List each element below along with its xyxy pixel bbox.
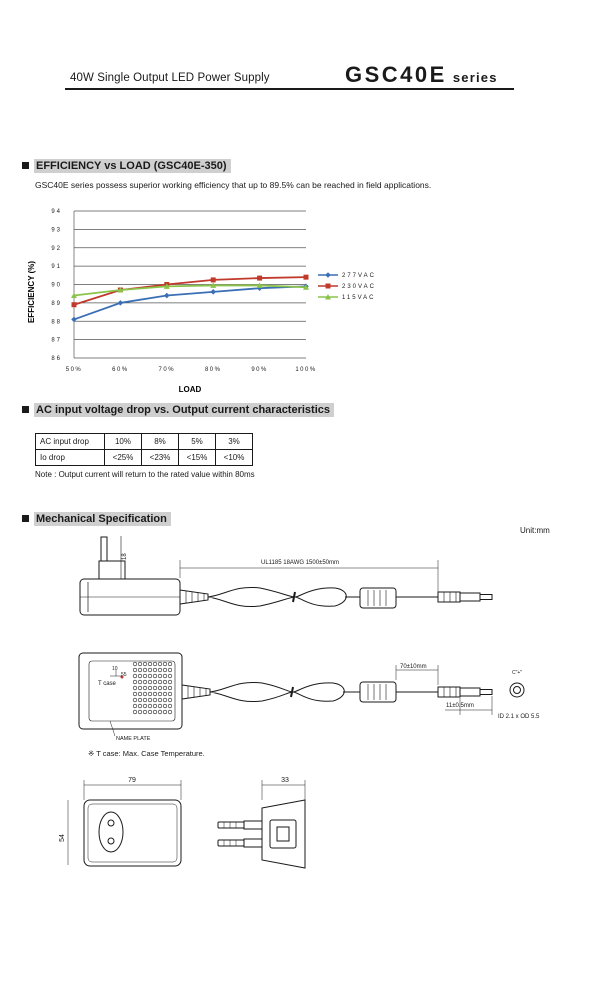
vent-hole [133, 686, 137, 690]
series-lines [71, 275, 309, 323]
data-point [304, 275, 309, 280]
vent-hole [148, 680, 152, 684]
table-cell: 3% [216, 434, 253, 450]
ac-drop-table [35, 433, 253, 466]
mechanical-drawing [0, 530, 600, 970]
legend-label: 230VAC [342, 284, 376, 290]
dim-11-label: 11±0.5mm [446, 703, 474, 709]
vent-hole [143, 704, 147, 708]
vent-hole [163, 674, 167, 678]
dim-plug-height: 18 [122, 553, 128, 560]
ferrite-core [360, 682, 396, 702]
name-plate-area [89, 661, 175, 721]
vent-hole [158, 680, 162, 684]
table-cell: <23% [142, 450, 179, 466]
side-view [80, 536, 492, 615]
adapter-side-depth [262, 800, 305, 868]
plug-collar [244, 839, 262, 847]
vent-hole [148, 668, 152, 672]
header-rule [65, 88, 514, 90]
y-tick-label: 87 [51, 337, 62, 344]
cable-loop [208, 587, 346, 606]
vent-hole [153, 668, 157, 672]
vent-hole [168, 710, 172, 714]
side-recess-inner [277, 827, 289, 841]
vent-hole [133, 674, 137, 678]
vent-hole [158, 686, 162, 690]
plug-face-view [59, 777, 181, 866]
vent-hole [153, 710, 157, 714]
cable-loop [210, 682, 344, 701]
vent-hole [148, 662, 152, 666]
connector-end-inner [514, 687, 521, 694]
table-cell: 5% [179, 434, 216, 450]
y-tick-label: 88 [51, 319, 62, 326]
vent-hole [143, 698, 147, 702]
dc-plug-ribs [444, 592, 456, 602]
mechanical-heading: Mechanical Specification [22, 512, 177, 526]
x-tick-label: 90% [251, 367, 268, 373]
vent-hole [158, 704, 162, 708]
side-recess [270, 820, 296, 848]
vent-hole [168, 686, 172, 690]
table-cell: <10% [216, 450, 253, 466]
x-tick-label: 70% [158, 367, 176, 373]
cable-length-label: UL1185 18AWG 1500±50mm [261, 560, 339, 566]
vent-hole [138, 692, 142, 696]
y-tick-label: 92 [51, 245, 62, 252]
table-row [36, 450, 253, 466]
table-cell: 10% [105, 434, 142, 450]
vent-hole [143, 692, 147, 696]
y-tick-label: 90 [51, 282, 62, 289]
y-tick-label: 91 [51, 264, 62, 271]
series-word: series [452, 70, 498, 85]
vent-hole [148, 686, 152, 690]
connector-size-label: ID 2.1 x OD 5.5 [498, 714, 540, 720]
data-point [72, 302, 77, 307]
x-tick-labels [66, 367, 317, 373]
efficiency-heading: EFFICIENCY vs LOAD (GSC40E-350) [22, 159, 237, 173]
x-tick-label: 100% [295, 367, 317, 373]
depth-view [218, 777, 305, 868]
product-title: 40W Single Output LED Power Supply [70, 72, 270, 84]
legend-marker [326, 284, 331, 289]
vent-hole [153, 680, 157, 684]
vent-grid [133, 662, 172, 714]
cable-tie [293, 592, 295, 602]
vent-hole [163, 668, 167, 672]
vent-hole [138, 704, 142, 708]
vent-hole [138, 710, 142, 714]
vent-hole [153, 692, 157, 696]
vent-hole [163, 704, 167, 708]
table-row [36, 434, 253, 450]
vent-hole [168, 680, 172, 684]
legend-label: 277VAC [342, 273, 376, 279]
dc-plug-boot [438, 592, 460, 602]
y-tick-labels [51, 209, 62, 362]
vent-hole [163, 710, 167, 714]
front-view [79, 653, 540, 742]
dim-79: 79 [128, 777, 136, 784]
vent-hole [138, 698, 142, 702]
y-tick-label: 93 [51, 227, 62, 234]
row-label: AC input drop [36, 434, 105, 450]
heading-square-icon [22, 406, 29, 413]
x-tick-label: 80% [204, 367, 222, 373]
vent-hole [148, 674, 152, 678]
y-axis-label: EFFICIENCY (%) [27, 260, 36, 324]
vent-hole [143, 674, 147, 678]
vent-hole [133, 680, 137, 684]
socket-pin-hole [108, 838, 114, 844]
model-title [345, 62, 498, 88]
vent-hole [158, 668, 162, 672]
vent-hole [143, 680, 147, 684]
tc-dim-10: 10 [112, 666, 118, 672]
model-name: GSC40E [345, 62, 447, 87]
dc-plug-boot [438, 687, 460, 697]
ac-drop-heading: AC input voltage drop vs. Output current characteristics [22, 403, 340, 417]
vent-hole [143, 710, 147, 714]
ferrite-core [360, 588, 396, 608]
table-cell: <25% [105, 450, 142, 466]
table-cell: 8% [142, 434, 179, 450]
vent-hole [153, 704, 157, 708]
prong-ribs [224, 822, 236, 846]
dc-plug-barrel [460, 688, 480, 696]
vent-hole [143, 686, 147, 690]
vent-hole [163, 692, 167, 696]
vent-hole [168, 674, 172, 678]
vent-hole [133, 710, 137, 714]
y-tick-label: 86 [51, 356, 62, 362]
vent-hole [148, 692, 152, 696]
vent-hole [138, 680, 142, 684]
vent-hole [148, 704, 152, 708]
data-point [211, 277, 216, 282]
socket-outline [99, 812, 123, 852]
plug-prong [218, 840, 244, 846]
polarity-label: C"+" [512, 670, 523, 676]
ferrite-ribs [368, 684, 386, 700]
dim-70-label: 70±10mm [400, 664, 427, 670]
vent-hole [153, 686, 157, 690]
adapter-face-inner [88, 804, 177, 862]
dc-plug-ribs [444, 687, 456, 697]
vent-hole [138, 668, 142, 672]
heading-square-icon [22, 162, 29, 169]
vent-hole [158, 692, 162, 696]
vent-hole [163, 686, 167, 690]
tc-dim-55: 55 [121, 672, 127, 678]
vent-hole [168, 662, 172, 666]
vent-hole [143, 662, 147, 666]
tcase-note: ※ T case: Max. Case Temperature. [88, 749, 205, 758]
dc-plug-tip [480, 595, 492, 600]
vent-hole [133, 692, 137, 696]
x-tick-label: 60% [112, 367, 129, 373]
vent-hole [133, 704, 137, 708]
vent-hole [158, 710, 162, 714]
dim-54: 54 [59, 834, 66, 842]
chart-legend [318, 272, 376, 301]
cable-tie [291, 687, 293, 697]
data-point [257, 276, 262, 281]
vent-hole [168, 704, 172, 708]
ferrite-ribs [368, 590, 386, 606]
table-cell: <15% [179, 450, 216, 466]
vent-hole [143, 668, 147, 672]
vent-hole [133, 668, 137, 672]
data-point [118, 300, 124, 306]
data-point [210, 289, 216, 295]
dc-plug-barrel [460, 593, 480, 601]
vent-hole [158, 674, 162, 678]
plug-prong [218, 822, 244, 828]
vent-hole [168, 692, 172, 696]
dc-plug-tip [480, 690, 492, 695]
vent-hole [158, 662, 162, 666]
plug-pin [101, 537, 107, 561]
legend-label: 115VAC [342, 295, 376, 301]
plug-collar [244, 821, 262, 829]
efficiency-chart [20, 200, 410, 400]
dim-33: 33 [281, 777, 289, 784]
tcase-label: T case [98, 681, 116, 687]
data-point [164, 293, 170, 299]
vent-hole [133, 662, 137, 666]
row-label: Io drop [36, 450, 105, 466]
vent-hole [138, 674, 142, 678]
x-axis-label: LOAD [178, 385, 202, 394]
chart-grid [74, 211, 306, 358]
vent-hole [168, 668, 172, 672]
name-plate-label: NAME PLATE [116, 736, 151, 742]
vent-hole [148, 698, 152, 702]
vent-hole [163, 662, 167, 666]
vent-hole [153, 674, 157, 678]
efficiency-description: GSC40E series possess superior working efficiency that up to 89.5% can be reached in field applications. [35, 180, 432, 190]
vent-hole [138, 686, 142, 690]
y-tick-label: 94 [51, 209, 62, 215]
vent-hole [158, 698, 162, 702]
ac-drop-note: Note : Output current will return to the rated value within 80ms [35, 470, 255, 479]
vent-hole [138, 662, 142, 666]
heading-square-icon [22, 515, 29, 522]
vent-hole [163, 680, 167, 684]
vent-hole [163, 698, 167, 702]
vent-hole [148, 710, 152, 714]
y-tick-label: 89 [51, 300, 62, 307]
unit-label: Unit:mm [520, 526, 550, 535]
legend-marker [325, 272, 331, 278]
socket-pin-hole [108, 820, 114, 826]
vent-hole [153, 698, 157, 702]
x-tick-label: 50% [65, 367, 83, 373]
vent-hole [153, 662, 157, 666]
vent-hole [168, 698, 172, 702]
connector-end-outer [510, 683, 524, 697]
vent-hole [133, 698, 137, 702]
